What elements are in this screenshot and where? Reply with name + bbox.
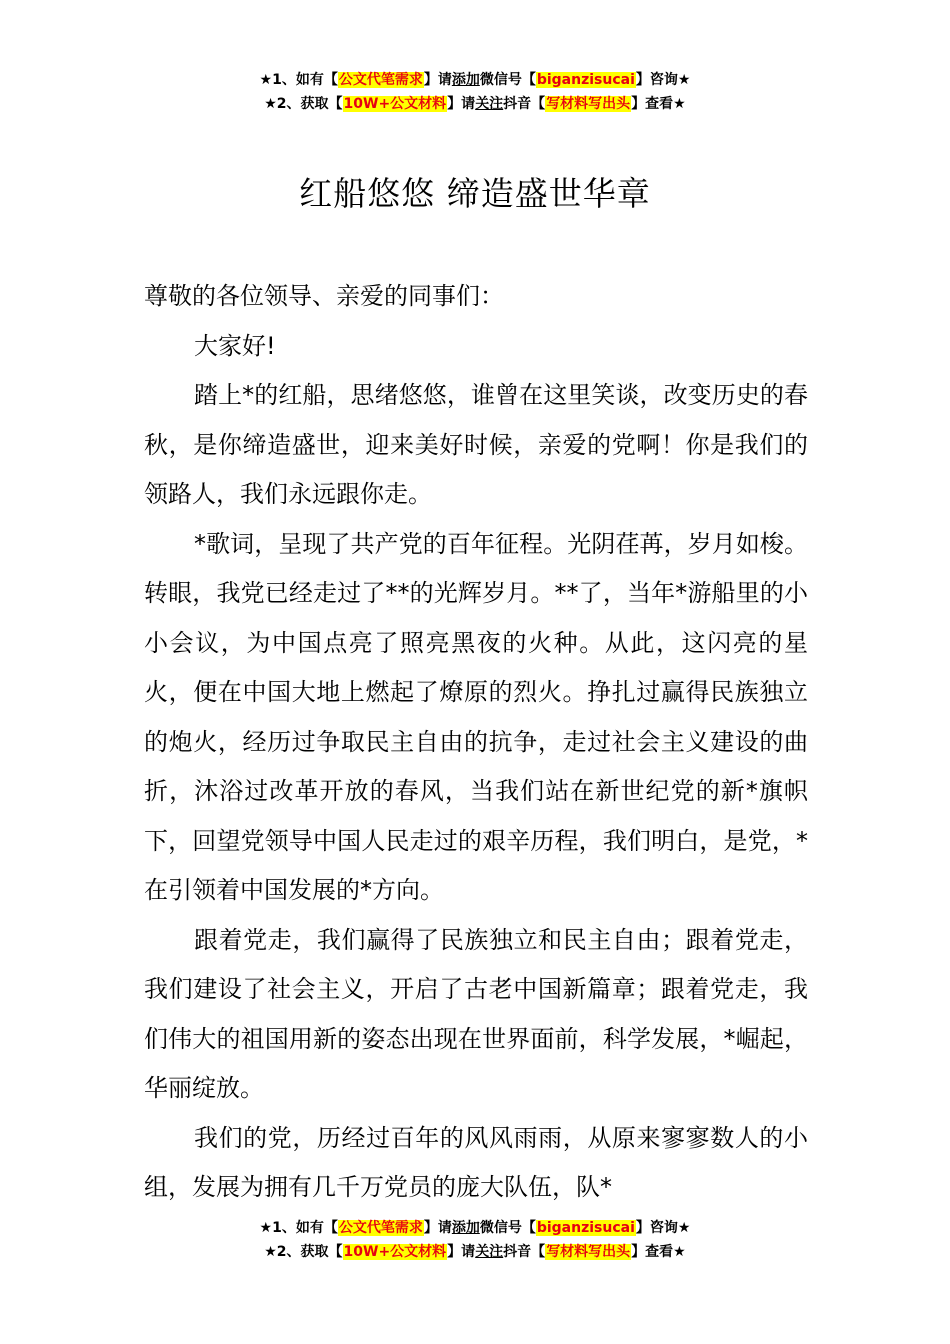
banner-line-2: ★2、获取【10W+公文材料】请关注抖音【写材料写出头】查看★ bbox=[264, 96, 686, 112]
paragraph-3: *歌词，呈现了共产党的百年征程。光阴荏苒，岁月如梭。转眼，我党已经走过了**的光辉岁月。**了，当年*游船里的小小会议，为中国点亮了照亮黑夜的火种。从此，这闪亮的星火，便在中国大地上燃起了燎原的烈火。挣扎过赢得民族独立的炮火，经历过争取民主自由的抗争，走过社会主义建设的曲折，沐浴过改革开放的春风，当我们站在新世纪党的新*旗帜下，回望党领导中国人民走过的艰辛历程，我们明白，是党，*在引领着中国发展的*方向。 bbox=[144, 529, 808, 904]
highlight-douyin: 写材料写出头 bbox=[546, 96, 631, 112]
document-title: 红船悠悠 缔造盛世华章 bbox=[299, 174, 651, 213]
highlight-materials: 10W+公文材料 bbox=[343, 96, 447, 112]
footer-highlight-douyin: 写材料写出头 bbox=[546, 1244, 631, 1260]
footer-highlight-service: 公文代笔需求 bbox=[338, 1220, 423, 1236]
footer-banner bbox=[0, 1216, 950, 1264]
paragraph-4: 跟着党走，我们赢得了民族独立和民主自由；跟着党走，我们建设了社会主义，开启了古老中国新篇章；跟着党走，我们伟大的祖国用新的姿态出现在世界面前，科学发展，*崛起，华丽绽放。 bbox=[144, 925, 808, 1102]
paragraph-2: 踏上*的红船，思绪悠悠，谁曾在这里笑谈，改变历史的春秋，是你缔造盛世，迎来美好时候，亲爱的党啊！你是我们的领路人，我们永远跟你走。 bbox=[144, 381, 808, 508]
banner-line-1: ★1、如有【公文代笔需求】请添加微信号【biganzisucai】咨询★ bbox=[259, 72, 691, 88]
footer-line-1: ★1、如有【公文代笔需求】请添加微信号【biganzisucai】咨询★ bbox=[259, 1220, 691, 1236]
paragraph-1: 大家好! bbox=[194, 331, 276, 360]
salutation: 尊敬的各位领导、亲爱的同事们： bbox=[144, 282, 504, 310]
header-banner bbox=[0, 68, 950, 116]
footer-highlight-materials: 10W+公文材料 bbox=[343, 1244, 447, 1260]
highlight-service: 公文代笔需求 bbox=[338, 72, 423, 88]
paragraph-5: 我们的党，历经过百年的风风雨雨，从原来寥寥数人的小组，发展为拥有几千万党员的庞大队伍，队* bbox=[144, 1123, 808, 1201]
footer-highlight-wechat-id: biganzisucai bbox=[536, 1220, 635, 1236]
highlight-wechat-id: biganzisucai bbox=[536, 72, 635, 88]
footer-line-2: ★2、获取【10W+公文材料】请关注抖音【写材料写出头】查看★ bbox=[264, 1244, 686, 1260]
document-body bbox=[144, 272, 808, 1213]
